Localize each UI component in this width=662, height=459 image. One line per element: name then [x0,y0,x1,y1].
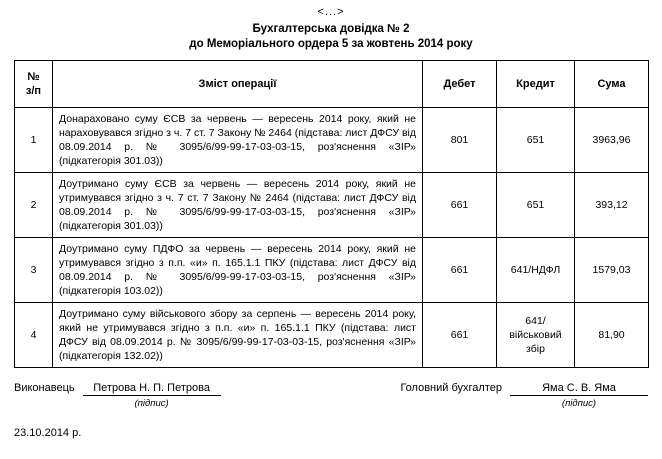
cell-credit: 641/ військовий збір [497,303,575,368]
document-date: 23.10.2014 р. [14,427,82,439]
cell-number: 4 [15,303,53,368]
ellipsis-marker: <...> [317,6,345,18]
document-footer [14,382,648,439]
table-header-row [15,61,649,108]
accountant-signature-column [510,382,648,409]
cell-sum: 393,12 [575,173,649,238]
table-row [15,303,649,368]
cell-sum: 81,90 [575,303,649,368]
cell-debit: 661 [423,173,497,238]
title-line-1: Бухгалтерська довідка № 2 [252,23,410,35]
column-header-credit: Кредит [497,61,575,108]
cell-sum: 1579,03 [575,238,649,303]
executor-signature-block [14,382,221,409]
column-header-description: Зміст операції [53,61,423,108]
table-row [15,108,649,173]
cell-description: Доутримано суму військового збору за серпень — вересень 2014 року, який не утримувався згідно з п.п. «и» п. 165.1.1 ПКУ (підстава: лист ДФСУ від 08.09.2014 р. № 3095/6/99-99-17-03-03-15, роз'яснення «ЗІР» (підкатегорія 132.02)) [53,303,423,368]
table-row [15,238,649,303]
accountant-label: Головний бухгалтер [400,382,502,394]
table-row [15,173,649,238]
executor-label: Виконавець [14,382,75,394]
cell-debit: 661 [423,238,497,303]
signature-row [14,382,648,409]
cell-number: 3 [15,238,53,303]
cell-debit: 661 [423,303,497,368]
executor-signature-column [83,382,221,409]
executor-caption: (підпис) [134,398,169,409]
cell-description: Доутримано суму ЄСВ за червень — вересень 2014 року, який не утримувався згідно з ч. 7 ст. 7 Закону № 2464 (підстава: лист ДФСУ від 08.09.2014 р. № 3095/6/99-99-17-03-03-15, роз'яснення «ЗІР» (підкатегорія 301.03)) [53,173,423,238]
cell-credit: 651 [497,108,575,173]
title-line-2: до Меморіального ордера 5 за жовтень 2014 року [189,38,473,50]
cell-sum: 3963,96 [575,108,649,173]
column-header-number [15,61,53,108]
cell-description: Доутримано суму ПДФО за червень — вересень 2014 року, який не утримувався згідно з п.п. «и» п. 165.1.1 ПКУ (підстава: лист ДФСУ від 08.09.2014 р. № 3095/6/99-99-17-03-03-15, роз'яснення «ЗІР» (підкатегорія 103.02)) [53,238,423,303]
column-header-sum: Сума [575,61,649,108]
column-header-debit: Дебет [423,61,497,108]
column-header-number-line1: № [27,71,40,83]
cell-number: 1 [15,108,53,173]
accountant-signature-block [400,382,648,409]
cell-number: 2 [15,173,53,238]
accountant-name: Яма С. В. Яма [510,382,648,396]
cell-credit: 651 [497,173,575,238]
executor-name: Петрова Н. П. Петрова [83,382,221,396]
page-title [14,22,648,52]
cell-debit: 801 [423,108,497,173]
column-header-number-line2: з/п [25,85,42,97]
cell-description: Донараховано суму ЄСВ за червень — вересень 2014 року, який не нараховувався згідно з ч. 7 ст. 7 Закону № 2464 (підстава: лист ДФСУ від 08.09.2014 р. № 3095/6/99-99-17-03-03-15, роз'яснення «ЗІР» (підкатегорія 301.03)) [53,108,423,173]
cell-credit: 641/НДФЛ [497,238,575,303]
operations-table [14,60,649,368]
accountant-caption: (підпис) [561,398,597,409]
